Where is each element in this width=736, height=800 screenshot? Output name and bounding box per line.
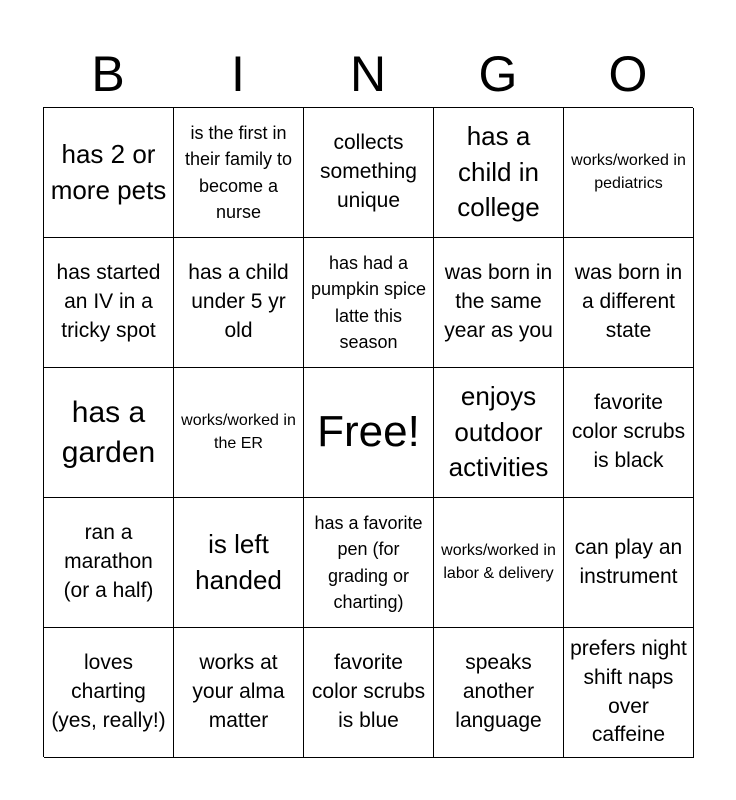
cell-text: ran a marathon (or a half) [63, 521, 154, 602]
bingo-cell[interactable] [564, 238, 694, 368]
bingo-cell[interactable] [304, 498, 434, 628]
header-letter-g: G [478, 46, 518, 102]
cell-text: has 2 or more pets [50, 139, 167, 205]
free-cell[interactable] [304, 368, 434, 498]
cell-text: collects something unique [320, 131, 417, 212]
cell-text: speaks another language [455, 651, 542, 732]
cell-text: can play an instrument [574, 535, 683, 588]
cell-text: was born in a different state [574, 261, 683, 342]
cell-text: was born in the same year as you [444, 261, 553, 342]
bingo-cell[interactable] [434, 108, 564, 238]
bingo-cell[interactable] [174, 108, 304, 238]
bingo-cell[interactable] [564, 498, 694, 628]
bingo-cell[interactable] [174, 368, 304, 498]
cell-text: has a child under 5 yr old [188, 261, 289, 342]
cell-text: favorite color scrubs is black [571, 391, 686, 472]
bingo-cell[interactable] [174, 498, 304, 628]
bingo-cell[interactable] [434, 498, 564, 628]
bingo-cell[interactable] [44, 628, 174, 758]
bingo-cell[interactable] [304, 628, 434, 758]
header-letter-b: B [91, 46, 125, 102]
header-letter-i: I [231, 46, 245, 102]
bingo-cell[interactable] [434, 368, 564, 498]
bingo-cell[interactable] [564, 628, 694, 758]
bingo-cell[interactable] [174, 238, 304, 368]
cell-text: has a garden [61, 395, 156, 469]
cell-text: loves charting (yes, really!) [51, 651, 166, 732]
bingo-board [43, 107, 693, 757]
cell-text: has a favorite pen (for grading or charting) [314, 513, 423, 612]
bingo-cell[interactable] [304, 238, 434, 368]
bingo-cell[interactable] [564, 368, 694, 498]
bingo-cell[interactable] [174, 628, 304, 758]
cell-text: favorite color scrubs is blue [311, 651, 426, 732]
bingo-cell[interactable] [44, 238, 174, 368]
bingo-cell[interactable] [434, 238, 564, 368]
cell-text: has started an IV in a tricky spot [56, 261, 161, 342]
bingo-cell[interactable] [564, 108, 694, 238]
cell-text: enjoys outdoor activities [448, 381, 549, 483]
cell-text: works at your alma matter [192, 651, 285, 732]
bingo-cell[interactable] [44, 368, 174, 498]
bingo-cell[interactable] [434, 628, 564, 758]
header-letter-o: O [608, 46, 648, 102]
cell-text: is left handed [195, 529, 282, 595]
bingo-cell[interactable] [44, 498, 174, 628]
cell-text: is the first in their family to become a nurse [184, 123, 293, 222]
bingo-header [43, 40, 693, 108]
cell-text: prefers night shift naps over caffeine [570, 636, 687, 747]
bingo-cell[interactable] [304, 108, 434, 238]
header-letter-n: N [349, 46, 387, 102]
bingo-cell[interactable] [44, 108, 174, 238]
cell-text: has a child in college [457, 121, 540, 223]
cell-text: works/worked in labor & delivery [441, 541, 556, 582]
cell-text: has had a pumpkin spice latte this season [310, 253, 427, 352]
cell-text: works/worked in pediatrics [571, 151, 686, 192]
free-text: Free! [317, 407, 420, 457]
cell-text: works/worked in the ER [181, 411, 296, 452]
